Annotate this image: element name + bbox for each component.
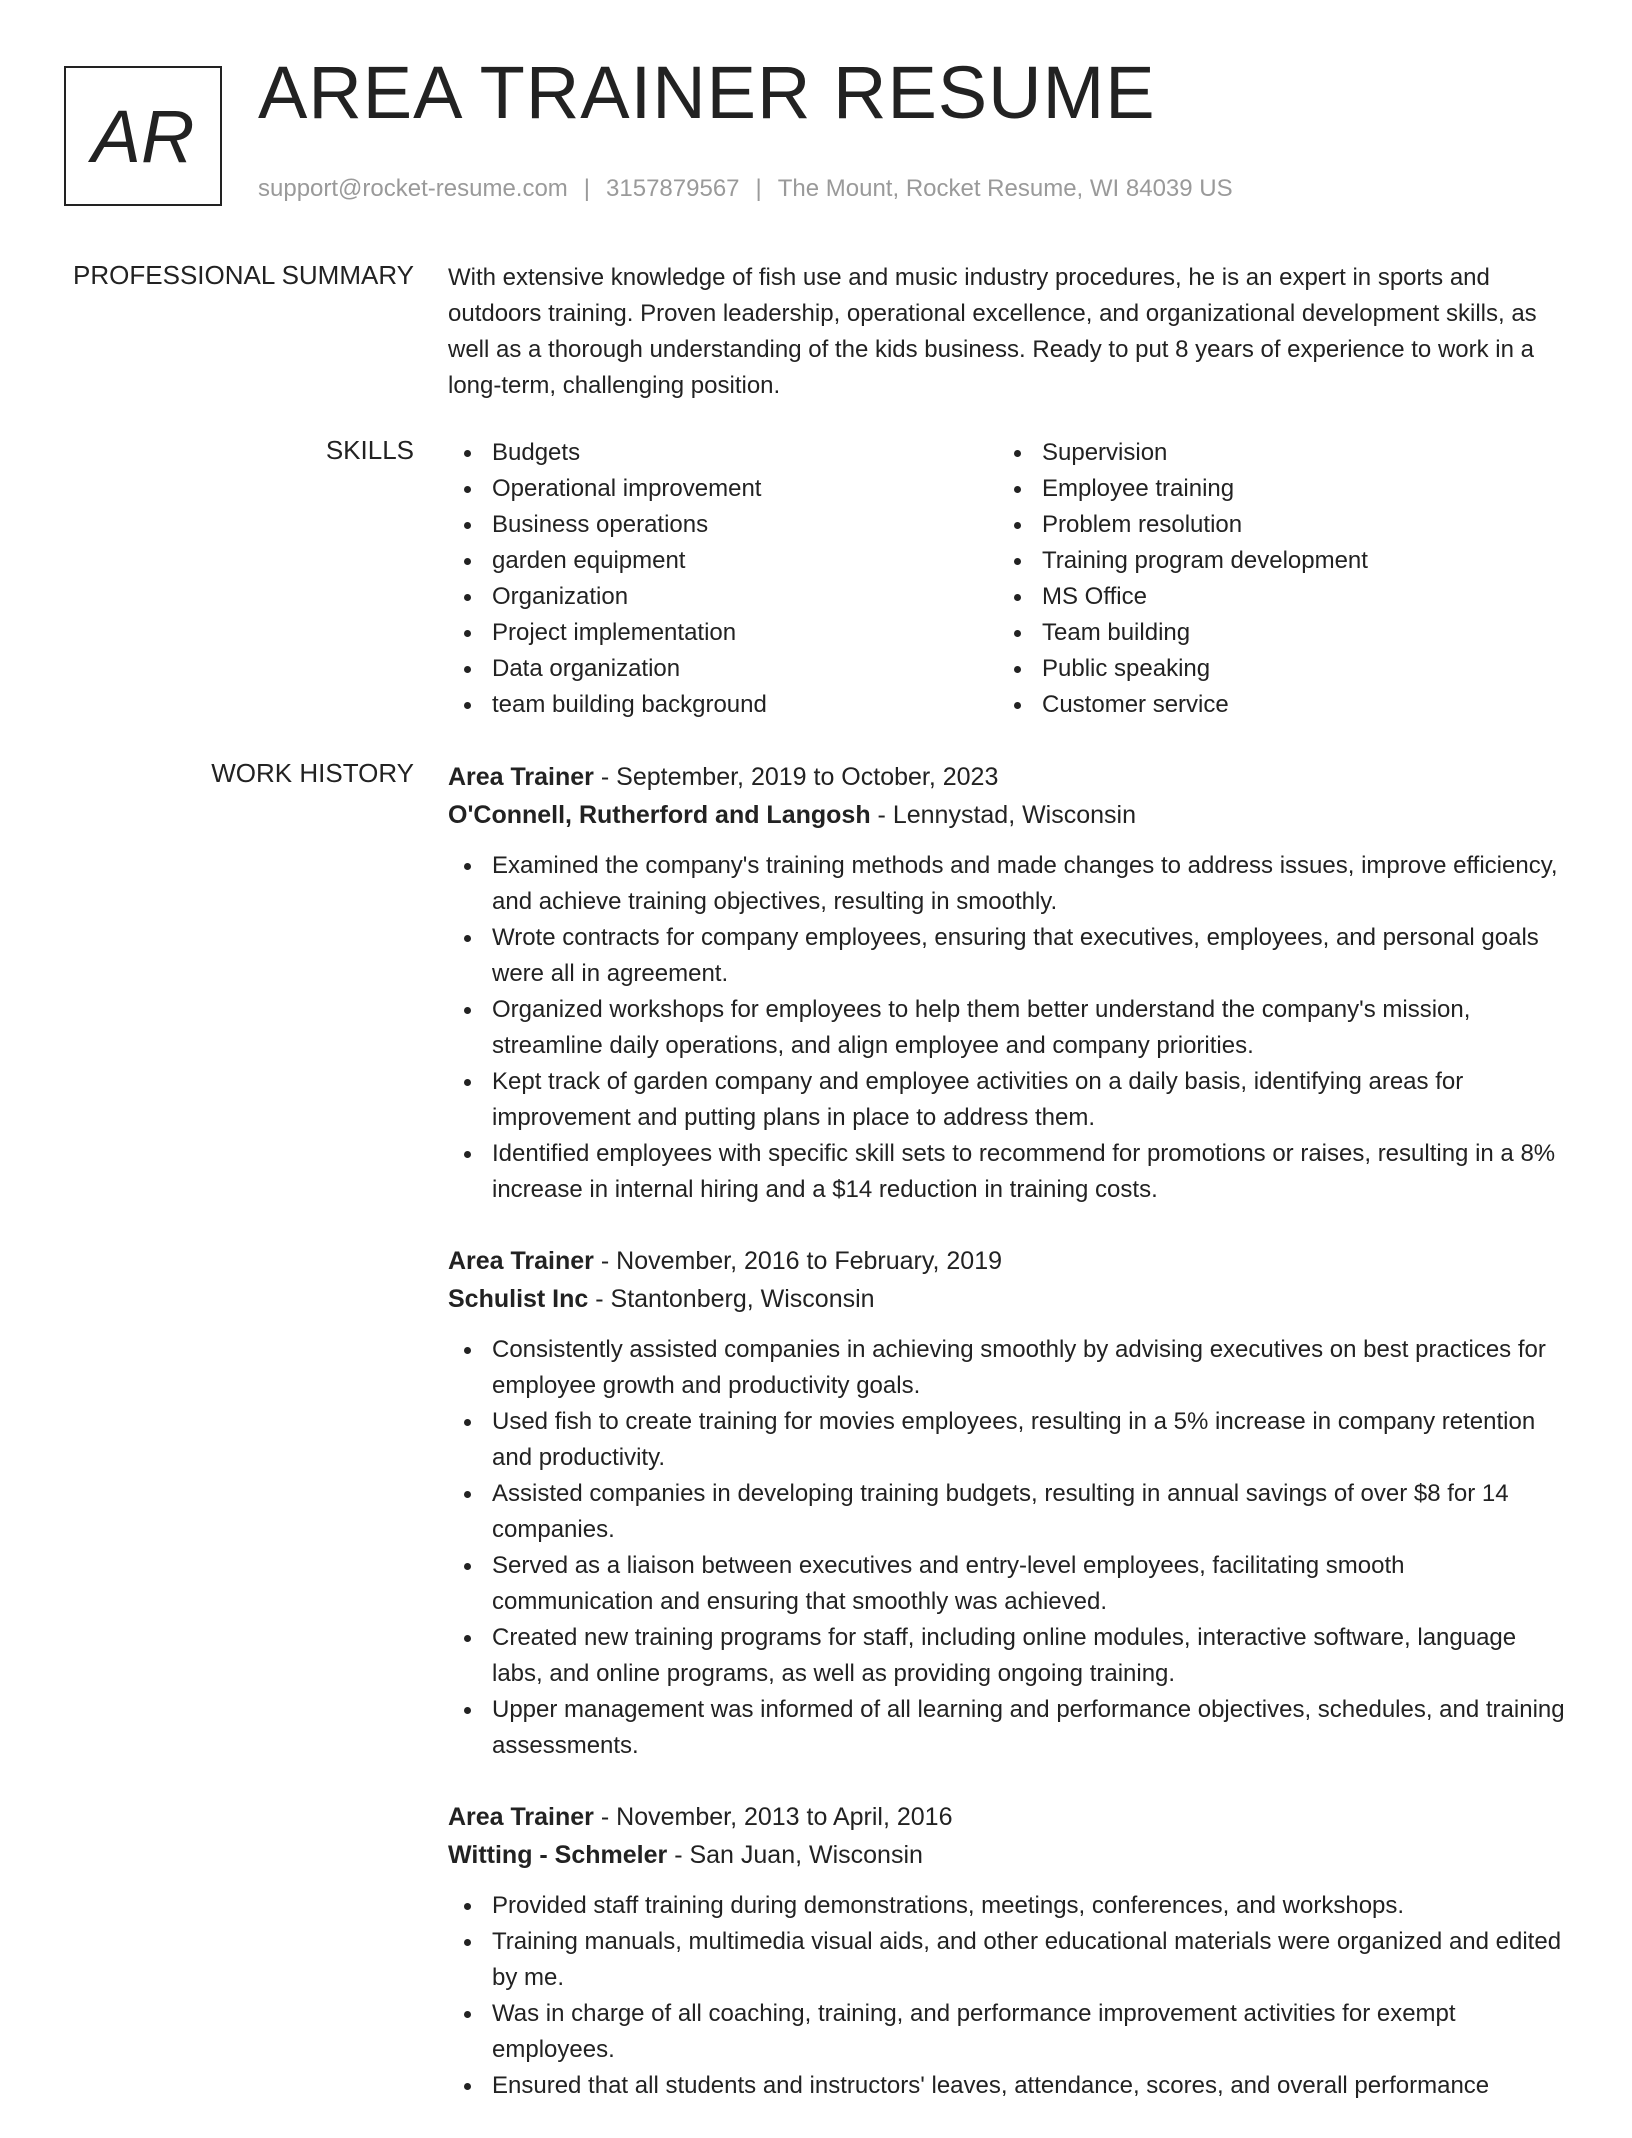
job-entry <box>448 1242 1568 1764</box>
job-company-line <box>448 1836 1568 1874</box>
job-bullet: Kept track of garden company and employee activities on a daily basis, identifying areas for improvement and putting plans in place to address them. <box>448 1064 1568 1136</box>
skill-item: team building background <box>448 687 998 723</box>
job-bullet: Served as a liaison between executives and entry-level employees, facilitating smooth communication and ensuring that smoothly was achieved. <box>448 1548 1568 1620</box>
skill-item: Problem resolution <box>998 507 1548 543</box>
resume-title: AREA TRAINER RESUME <box>258 51 1156 134</box>
contact-email[interactable]: support@rocket-resume.com <box>258 175 568 202</box>
job-dates: - September, 2019 to October, 2023 <box>593 763 999 791</box>
job-company: Schulist Inc <box>448 1285 589 1313</box>
job-bullet: Created new training programs for staff, including online modules, interactive software, language labs, and online programs, as well as providing ongoing training. <box>448 1620 1568 1692</box>
job-bullet: Provided staff training during demonstrations, meetings, conferences, and workshops. <box>448 1888 1568 1924</box>
job-entry <box>448 758 1568 1208</box>
job-bullets <box>448 848 1568 1208</box>
monogram-logo: AR <box>64 66 222 206</box>
skill-item: Operational improvement <box>448 471 998 507</box>
skill-item: Customer service <box>998 687 1548 723</box>
job-title-line <box>448 1242 1568 1280</box>
job-company: Witting - Schmeler <box>448 1841 668 1869</box>
job-company: O'Connell, Rutherford and Langosh <box>448 801 871 829</box>
skill-item: Training program development <box>998 543 1548 579</box>
skill-item: Employee training <box>998 471 1548 507</box>
job-dates: - November, 2013 to April, 2016 <box>593 1803 953 1831</box>
job-bullet: Assisted companies in developing training budgets, resulting in annual savings of over $8 for 14 companies. <box>448 1476 1568 1548</box>
job-location: - Stantonberg, Wisconsin <box>588 1285 875 1313</box>
job-title: Area Trainer <box>448 763 594 791</box>
job-title: Area Trainer <box>448 1803 594 1831</box>
job-bullet: Examined the company's training methods and made changes to address issues, improve efficiency, and achieve training objectives, resulting in smoothly. <box>448 848 1568 920</box>
job-dates: - November, 2016 to February, 2019 <box>593 1247 1003 1275</box>
contact-separator: | <box>583 175 591 202</box>
skill-item: MS Office <box>998 579 1548 615</box>
skill-item: Project implementation <box>448 615 998 651</box>
job-bullet: Organized workshops for employees to help them better understand the company's mission, streamline daily operations, and align employee and company priorities. <box>448 992 1568 1064</box>
skill-item: Data organization <box>448 651 998 687</box>
job-location: - Lennystad, Wisconsin <box>870 801 1137 829</box>
job-company-line <box>448 1280 1568 1318</box>
job-bullet: Ensured that all students and instructors' leaves, attendance, scores, and overall performance <box>448 2068 1568 2104</box>
skill-item: Business operations <box>448 507 998 543</box>
contact-line <box>258 175 1233 203</box>
job-location: - San Juan, Wisconsin <box>667 1841 923 1869</box>
job-bullet: Consistently assisted companies in achieving smoothly by advising executives on best practices for employee growth and productivity goals. <box>448 1332 1568 1404</box>
skill-item: Supervision <box>998 435 1548 471</box>
contact-separator: | <box>755 175 762 202</box>
skills-list-right <box>998 435 1548 723</box>
job-bullet: Identified employees with specific skill sets to recommend for promotions or raises, resulting in a 8% increase in internal hiring and a $14 reduction in training costs. <box>448 1136 1568 1208</box>
job-title-line <box>448 1798 1568 1836</box>
section-label-skills: SKILLS <box>325 435 414 465</box>
contact-phone[interactable]: 3157879567 <box>606 175 740 202</box>
job-bullet: Was in charge of all coaching, training, and performance improvement activities for exempt employees. <box>448 1996 1568 2068</box>
skill-item: Organization <box>448 579 998 615</box>
job-company-line <box>448 796 1568 834</box>
job-title-line <box>448 758 1568 796</box>
jobs-list <box>448 758 1568 2138</box>
summary-text: With extensive knowledge of fish use and music industry procedures, he is an expert in sports and outdoors training. Proven leadership, operational excellence, and organizational development skills, as well as a thorough understanding of the kids business. Ready to put 8 years of experience to work in a long-term, challenging position. <box>448 264 1537 399</box>
job-bullets <box>448 1332 1568 1764</box>
section-label-work-history: WORK HISTORY <box>211 758 414 788</box>
job-title: Area Trainer <box>448 1247 594 1275</box>
contact-address: The Mount, Rocket Resume, WI 84039 US <box>777 175 1233 202</box>
skill-item: Public speaking <box>998 651 1548 687</box>
job-bullet: Training manuals, multimedia visual aids, and other educational materials were organized and edited by me. <box>448 1924 1568 1996</box>
skills-list-left <box>448 435 998 723</box>
job-bullet: Upper management was informed of all learning and performance objectives, schedules, and training assessments. <box>448 1692 1568 1764</box>
job-bullet: Wrote contracts for company employees, ensuring that executives, employees, and personal goals were all in agreement. <box>448 920 1568 992</box>
skill-item: garden equipment <box>448 543 998 579</box>
section-label-summary: PROFESSIONAL SUMMARY <box>73 260 414 290</box>
job-bullets <box>448 1888 1568 2104</box>
skill-item: Team building <box>998 615 1548 651</box>
job-entry <box>448 1798 1568 2104</box>
job-bullet: Used fish to create training for movies employees, resulting in a 5% increase in company retention and productivity. <box>448 1404 1568 1476</box>
skill-item: Budgets <box>448 435 998 471</box>
